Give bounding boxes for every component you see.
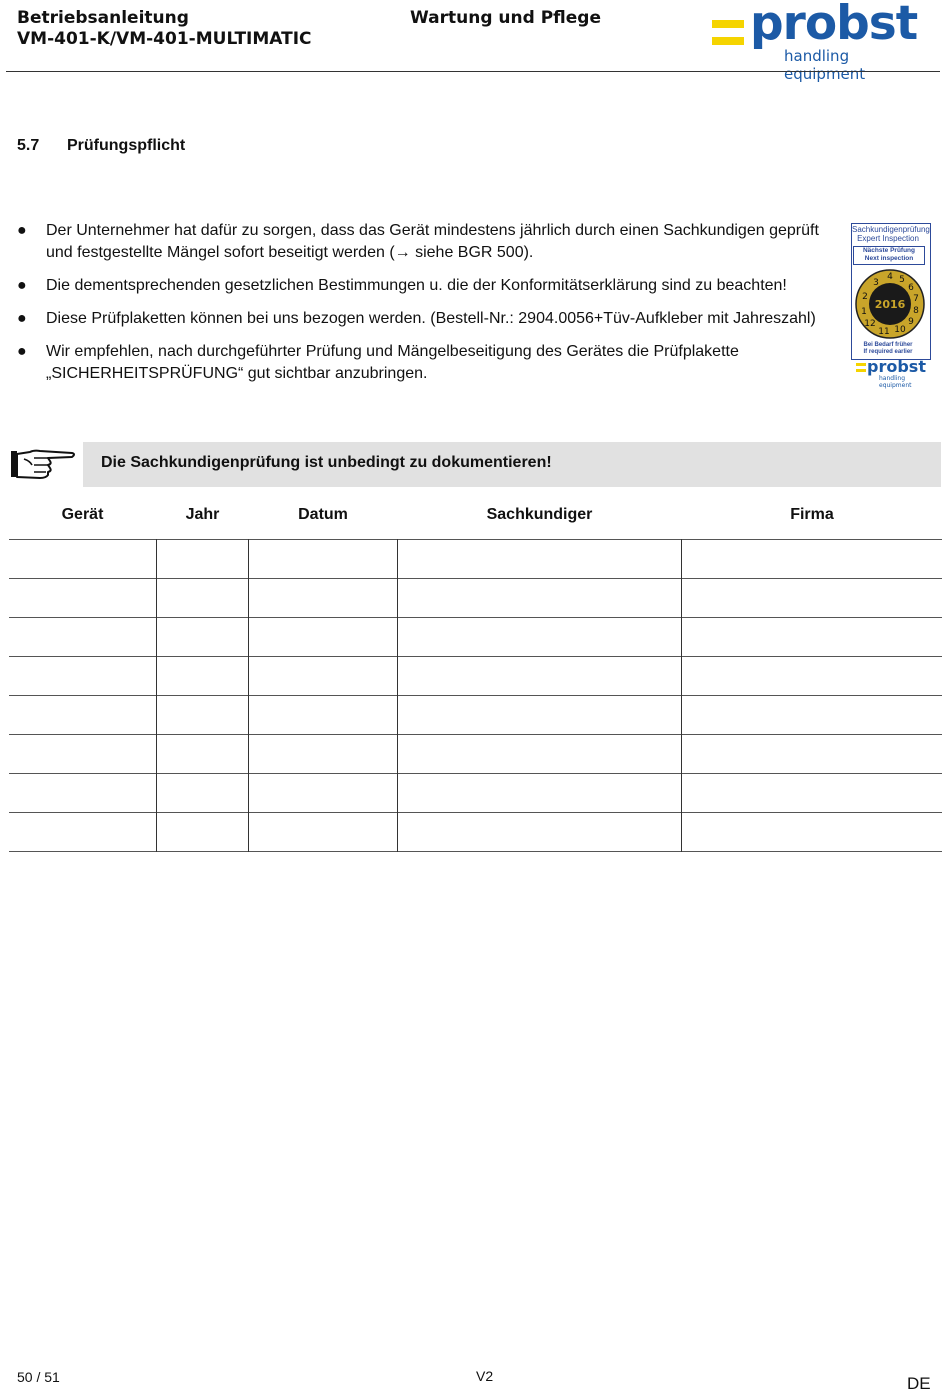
table-column-line [156,539,157,852]
bullet-icon: ● [17,310,27,327]
bullet-item [17,308,837,330]
document-title-line2: VM-401-K/VM-401-MULTIMATIC [17,29,312,49]
sticker-earlier-de: Bei Bedarf früher [863,342,913,348]
bullet-text: Die dementsprechenden gesetzlichen Bestimmungen u. die der Konformitätserklärung sind zu beachten! [46,277,787,294]
sticker-logo-tagline: handling equipment [879,375,912,389]
svg-text:7: 7 [913,294,919,304]
svg-text:4: 4 [887,272,893,282]
inspection-dial-icon [854,268,926,340]
table-row-line [9,812,942,813]
sticker-logo-wordmark: probst [867,357,926,376]
column-header-geraet: Gerät [61,506,104,523]
chapter-title: Wartung und Pflege [410,8,602,28]
sticker-title-de: Sachkundigenprüfung [852,225,930,234]
column-header-datum: Datum [298,506,348,523]
table-row-line [9,851,942,852]
inspection-sticker-card [851,223,931,360]
sticker-year: 2016 [874,298,906,311]
sticker-logo-bar [856,369,866,372]
bullet-icon: ● [17,277,27,294]
sticker-title [852,225,930,243]
column-header-firma: Firma [790,506,834,523]
logo-tagline: handling equipment [784,47,866,83]
svg-text:6: 6 [908,283,914,293]
sticker-probst-logo [851,357,931,389]
svg-text:12: 12 [864,319,876,329]
svg-text:3: 3 [873,278,879,288]
header-divider [6,71,940,72]
sticker-title-en: Expert Inspection [857,234,919,243]
section-title: Prüfungspflicht [67,137,186,154]
document-version: V2 [476,1368,494,1384]
sticker-earlier [852,342,924,356]
sticker-logo-bar [856,363,866,366]
sticker-next-de: Nächste Prüfung [862,247,915,254]
section-number: 5.7 [17,137,40,154]
note-text: Die Sachkundigenprüfung ist unbedingt zu dokumentieren! [101,454,552,471]
table-row-line [9,773,942,774]
column-header-sachkundiger: Sachkundiger [486,506,593,523]
bullet-item [17,220,837,264]
table-column-line [397,539,398,852]
note-box [83,442,941,487]
page-number: 50 / 51 [17,1369,60,1385]
pointing-hand-icon [10,447,76,481]
sticker-next-en: Next inspection [864,255,914,262]
logo-bar-bottom [712,37,744,45]
bullet-item [17,341,837,385]
svg-text:11: 11 [878,327,890,337]
table-row-line [9,539,942,540]
section-heading [17,137,185,155]
logo-wordmark: probst [750,0,918,51]
document-title [17,8,312,50]
bullet-text: Der Unternehmer hat dafür zu sorgen, dass das Gerät mindestens jährlich durch einen Sachkundigen geprüft und festgestellte Mängel sofort beseitigt werden (→ siehe BGR 500). [46,222,819,261]
table-row-line [9,656,942,657]
svg-text:10: 10 [894,325,906,335]
bullet-item [17,275,837,297]
table-column-line [681,539,682,852]
probst-logo [712,0,934,83]
table-column-line [248,539,249,852]
language-code: DE [907,1374,931,1393]
bullet-text: Wir empfehlen, nach durchgeführter Prüfung und Mängelbeseitigung des Gerätes die Prüfplakette „SICHERHEITSPRÜFUNG“ gut sichtbar anzubringen. [46,343,739,382]
svg-text:9: 9 [908,317,914,327]
svg-text:5: 5 [899,275,905,285]
table-row-line [9,617,942,618]
sticker-earlier-en: If required earlier [863,349,913,355]
bullet-icon: ● [17,343,27,360]
column-header-jahr: Jahr [185,506,220,523]
inspection-sticker-image [851,223,931,389]
table-row-line [9,578,942,579]
document-title-line1: Betriebsanleitung [17,8,189,28]
sticker-next-inspection [853,246,925,265]
svg-text:1: 1 [861,307,867,317]
svg-text:8: 8 [913,306,919,316]
table-row-line [9,695,942,696]
table-row-line [9,734,942,735]
bullet-list [17,220,837,396]
bullet-text: Diese Prüfplaketten können bei uns bezogen werden. (Bestell-Nr.: 2904.0056+Tüv-Aufkleber mit Jahreszahl) [46,310,816,327]
svg-text:2: 2 [862,292,868,302]
logo-bar-top [712,20,744,28]
bullet-icon: ● [17,222,27,239]
